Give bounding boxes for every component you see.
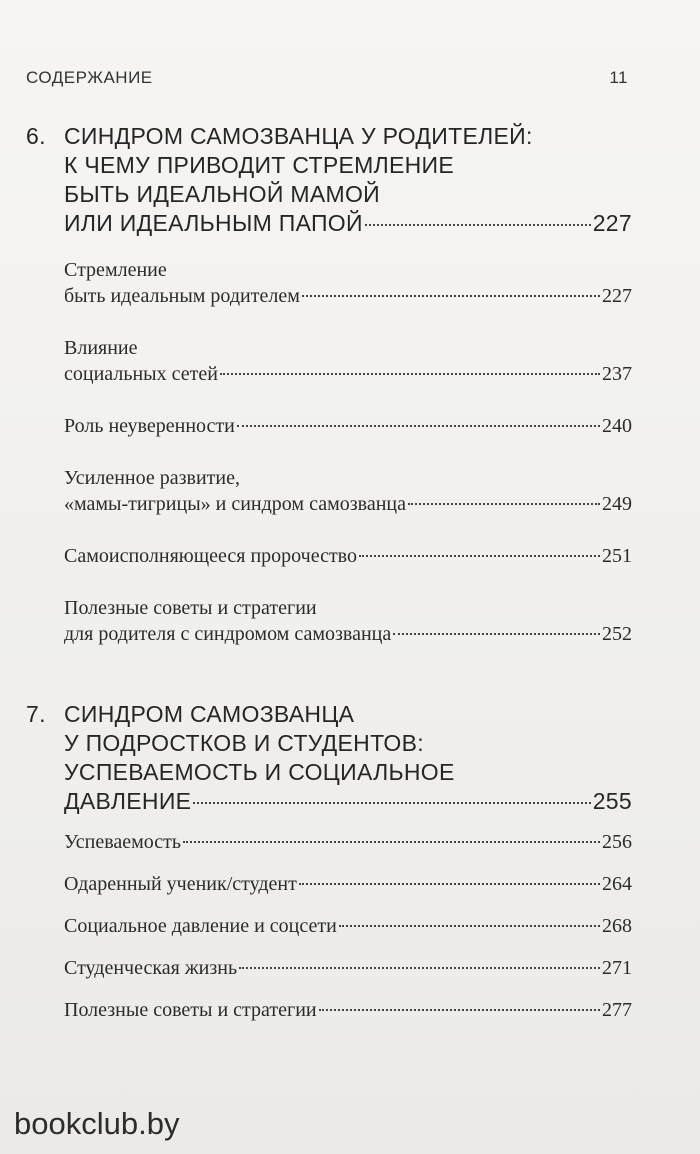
- dot-leader: [237, 425, 600, 427]
- entry-page-number: 277: [602, 999, 632, 1021]
- entry-page-number: 251: [602, 545, 632, 567]
- entry-leader-line: [64, 871, 632, 897]
- chapter-title-line: УСПЕВАЕМОСТЬ И СОЦИАЛЬНОЕ: [64, 759, 455, 785]
- entry-title: Социальное давление и соцсети: [64, 915, 337, 937]
- entry-leader-line: [64, 543, 632, 569]
- entry-title: Полезные советы и стратегии: [64, 999, 317, 1021]
- entry-line: Влияние: [64, 337, 138, 359]
- entry-leader-line: [64, 413, 632, 439]
- dot-leader: [193, 802, 590, 804]
- dot-leader: [359, 555, 600, 557]
- chapter-title: [64, 700, 632, 816]
- toc-entry: [64, 465, 632, 517]
- toc-entry: [64, 543, 632, 569]
- chapter-title-line: ДАВЛЕНИЕ: [64, 788, 192, 814]
- entry-title: Студенческая жизнь: [64, 957, 238, 979]
- chapter-title-line: У ПОДРОСТКОВ И СТУДЕНТОВ:: [64, 730, 424, 756]
- entry-leader-line: [64, 997, 632, 1023]
- chapter-title-leader-line: [64, 787, 632, 816]
- dot-leader: [299, 883, 600, 885]
- toc-entry: [64, 595, 632, 647]
- entry-line: Усиленное развитие,: [64, 467, 240, 489]
- entry-line: Стремление: [64, 259, 167, 281]
- entry-leader-line: [64, 829, 632, 855]
- entry-page-number: 240: [602, 415, 632, 437]
- entry-page-number: 264: [602, 873, 632, 895]
- toc-entry: [64, 829, 632, 855]
- toc-entry: [64, 871, 632, 897]
- chapter-title-line: СИНДРОМ САМОЗВАНЦА У РОДИТЕЛЕЙ:: [64, 123, 533, 149]
- toc-entry: [64, 955, 632, 981]
- toc-entry: [64, 913, 632, 939]
- entry-leader-line: [64, 361, 632, 387]
- entry-title: для родителя с синдромом самозванца: [64, 623, 392, 645]
- running-head: [26, 68, 628, 88]
- chapter-heading: [26, 122, 632, 238]
- watermark: bookclub.by: [14, 1106, 180, 1141]
- chapter-number: 6.: [26, 123, 46, 149]
- dot-leader: [365, 224, 591, 226]
- entry-title: быть идеальным родителем: [64, 285, 300, 307]
- chapter-page-number: 227: [592, 210, 632, 236]
- entry-title: социальных сетей: [64, 363, 218, 385]
- entry-page-number: 271: [602, 957, 632, 979]
- dot-leader: [393, 633, 600, 635]
- entry-line: Полезные советы и стратегии: [64, 597, 317, 619]
- dot-leader: [302, 295, 600, 297]
- toc-entry: [64, 413, 632, 439]
- entry-page-number: 256: [602, 831, 632, 853]
- chapter-number: 7.: [26, 701, 46, 727]
- chapter-title-line: СИНДРОМ САМОЗВАНЦА: [64, 701, 355, 727]
- chapter-title-leader-line: [64, 209, 632, 238]
- entry-page-number: 249: [602, 493, 632, 515]
- dot-leader: [220, 373, 600, 375]
- running-head-page-number: 11: [609, 68, 628, 87]
- chapter-title-line: БЫТЬ ИДЕАЛЬНОЙ МАМОЙ: [64, 181, 380, 207]
- entry-leader-line: [64, 955, 632, 981]
- chapter-title-line: ИЛИ ИДЕАЛЬНЫМ ПАПОЙ: [64, 210, 363, 236]
- toc-entry: [64, 335, 632, 387]
- toc-chapter-7: [26, 700, 632, 1023]
- entry-leader-line: [64, 283, 632, 309]
- chapter-entries: [64, 829, 632, 1023]
- entry-title: Успеваемость: [64, 831, 182, 853]
- dot-leader: [319, 1009, 600, 1011]
- entry-title: Роль неуверенности: [64, 415, 235, 437]
- entry-title: «мамы-тигрицы» и синдром самозванца: [64, 493, 406, 515]
- chapter-heading: [26, 700, 632, 816]
- chapter-title: [64, 122, 632, 238]
- dot-leader: [183, 841, 600, 843]
- entry-title: Одаренный ученик/студент: [64, 873, 297, 895]
- chapter-title-line: К ЧЕМУ ПРИВОДИТ СТРЕМЛЕНИЕ: [64, 152, 454, 178]
- entry-leader-line: [64, 913, 632, 939]
- chapter-page-number: 255: [592, 788, 632, 814]
- dot-leader: [339, 925, 600, 927]
- toc-entry: [64, 997, 632, 1023]
- running-head-section: СОДЕРЖАНИЕ: [26, 68, 153, 87]
- entry-title: Самоисполняющееся пророчество: [64, 545, 357, 567]
- dot-leader: [408, 503, 600, 505]
- entry-page-number: 227: [602, 285, 632, 307]
- chapter-entries: [64, 257, 632, 647]
- entry-page-number: 252: [602, 623, 632, 645]
- toc-entry: [64, 257, 632, 309]
- entry-leader-line: [64, 621, 632, 647]
- toc-chapter-6: [26, 122, 632, 647]
- entry-leader-line: [64, 491, 632, 517]
- dot-leader: [239, 967, 600, 969]
- entry-page-number: 237: [602, 363, 632, 385]
- entry-page-number: 268: [602, 915, 632, 937]
